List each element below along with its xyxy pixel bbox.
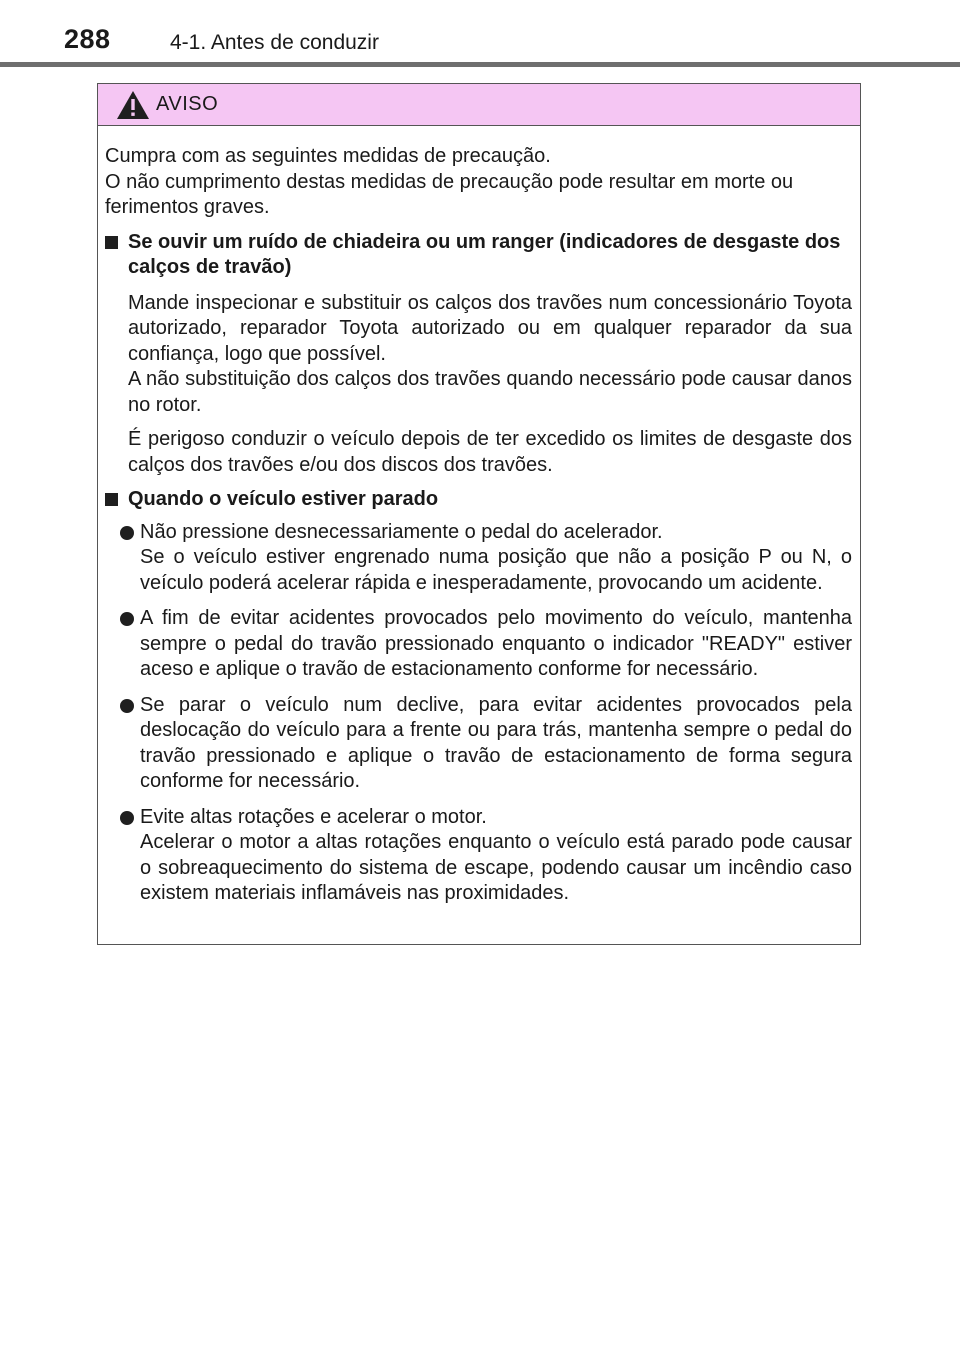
paragraph — [128, 291, 852, 419]
list-item-text — [140, 606, 852, 683]
warning-header — [98, 84, 860, 126]
list-item-line: Se o veículo estiver engrenado numa posição que não a posição P ou N, o veículo poderá acelerar rápida e inesperadamente, provocando um acidente. — [140, 546, 852, 594]
list-item — [120, 805, 852, 907]
page-number: 288 — [64, 24, 111, 54]
paragraph-line: É perigoso conduzir o veículo depois de ter excedido os limites de desgaste dos calços dos travões e/ou dos discos dos travões. — [128, 428, 852, 476]
list-item-line: Acelerar o motor a altas rotações enquanto o veículo está parado pode causar o sobreaquecimento do sistema de escape, podendo causar um incêndio caso existem materiais inflamáveis nas proximidades. — [140, 831, 852, 904]
square-bullet-icon — [105, 236, 118, 249]
section-body — [105, 291, 852, 479]
list-item-line: A fim de evitar acidentes provocados pelo movimento do veículo, mantenha sempre o pedal do travão pressionado enquanto o indicador "READY" estiver aceso e aplique o travão de estacionamento conforme for necessário. — [140, 607, 852, 680]
list-item-line: Não pressione desnecessariamente o pedal do acelerador. — [140, 520, 663, 543]
section-heading — [105, 230, 852, 281]
list-item — [120, 693, 852, 795]
list-item-text — [140, 520, 852, 597]
section-heading-text: Quando o veículo estiver parado — [128, 488, 439, 510]
section-brake-pad-noise — [105, 230, 852, 479]
intro-line: Cumpra com as seguintes medidas de precaução. — [105, 145, 551, 167]
list-item-text — [140, 693, 852, 795]
circle-bullet-icon — [120, 612, 134, 626]
section-vehicle-stopped — [105, 487, 852, 907]
paragraph-line: Mande inspecionar e substituir os calços dos travões num concessionário Toyota autorizado, reparador Toyota autorizado ou em qualquer reparador da sua confiança, logo que possível. — [128, 291, 852, 365]
section-heading — [105, 487, 852, 513]
list-item-line: Se parar o veículo num declive, para evitar acidentes provocados pela deslocação do veículo para a frente ou para trás, mantenha sempre o pedal do travão pressionado e aplique o travão de estacionamento de forma segura conforme for necessário. — [140, 693, 852, 792]
intro-line: O não cumprimento destas medidas de precaução pode resultar em morte ou ferimentos graves. — [105, 170, 794, 218]
page-header — [0, 0, 960, 68]
paragraph — [128, 427, 852, 478]
list-item — [120, 606, 852, 683]
warning-box — [97, 83, 861, 945]
section-title: 4-1. Antes de conduzir — [170, 31, 379, 54]
bullet-list — [105, 520, 852, 907]
square-bullet-icon — [105, 493, 118, 506]
header-divider — [0, 62, 960, 67]
list-item-line: Evite altas rotações e acelerar o motor. — [140, 805, 487, 828]
section-heading-text: Se ouvir um ruído de chiadeira ou um ranger (indicadores de desgaste dos calços de travão) — [128, 230, 841, 278]
list-item-text — [140, 805, 852, 907]
circle-bullet-icon — [120, 526, 134, 540]
warning-intro — [105, 144, 852, 221]
circle-bullet-icon — [120, 699, 134, 713]
circle-bullet-icon — [120, 811, 134, 825]
list-item — [120, 520, 852, 597]
warning-body — [98, 126, 860, 907]
warning-label: AVISO — [156, 93, 219, 115]
warning-triangle-icon — [116, 90, 150, 120]
paragraph-line: A não substituição dos calços dos travões quando necessário pode causar danos no rotor. — [128, 368, 852, 416]
